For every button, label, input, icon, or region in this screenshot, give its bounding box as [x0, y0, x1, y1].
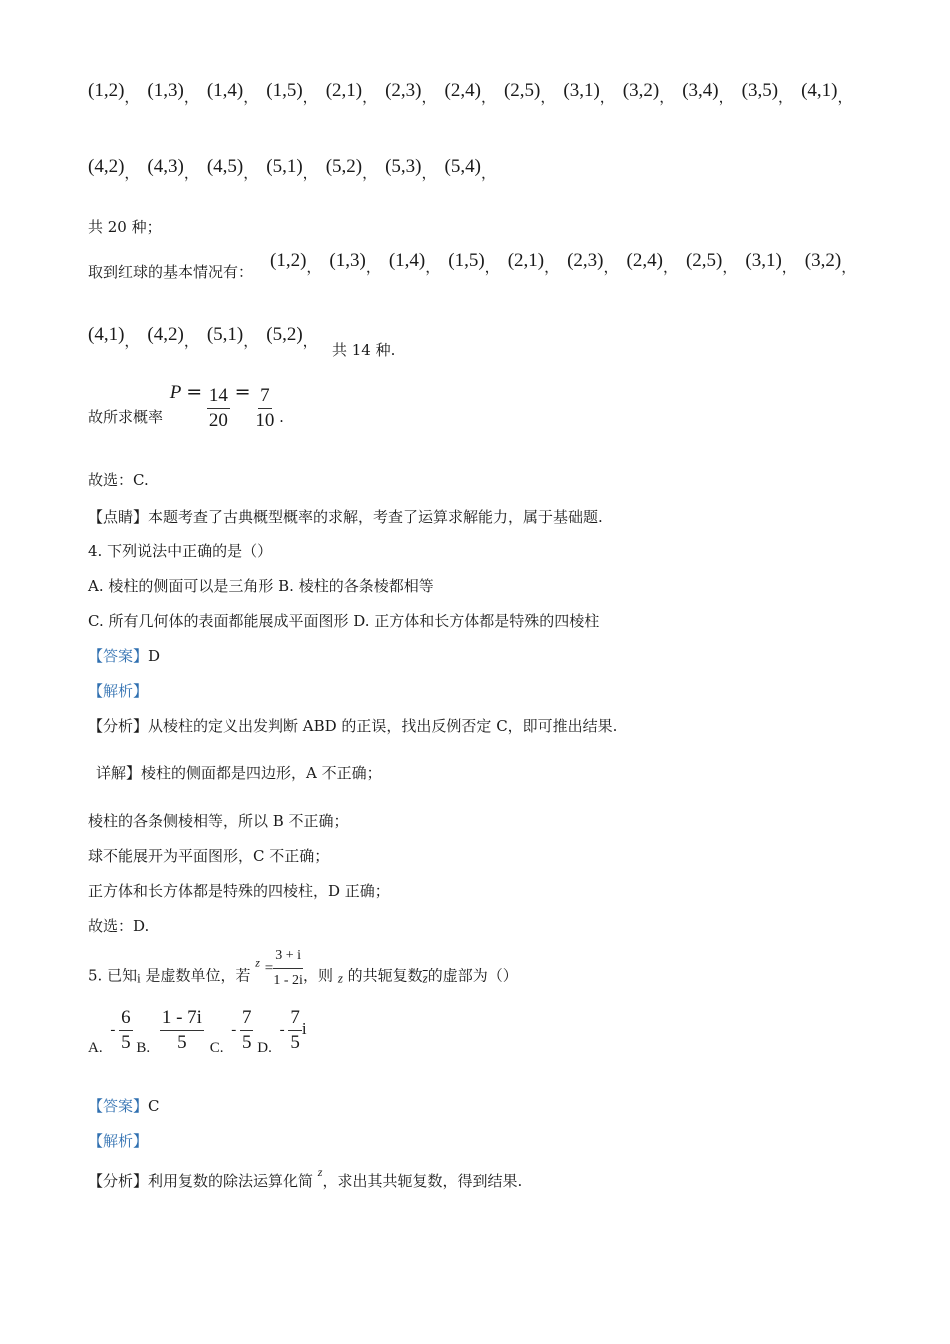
- ordered-pair: (3,2): [804, 250, 842, 271]
- q5-fenxi-z: z: [317, 1165, 323, 1179]
- pair-separator: ，: [243, 90, 259, 106]
- ordered-pair: (4,2): [147, 324, 184, 345]
- prob-fraction-1: $\frac{14}{20}$: [208, 384, 228, 431]
- ordered-pair: (2,4): [444, 80, 481, 101]
- q5-optD-sign: -: [279, 1021, 285, 1038]
- ordered-pair: (4,1): [88, 324, 125, 345]
- ordered-pair: (2,3): [385, 80, 422, 101]
- q5-optD-fraction: $\frac{7}{5}$: [290, 1007, 300, 1053]
- q5-mid: 是虚数单位，若: [145, 966, 251, 985]
- q4-detail: 详解】棱柱的侧面都是四边形，A 不正确；: [96, 764, 382, 782]
- ordered-pair: (4,3): [147, 156, 184, 177]
- pair-separator: ，: [183, 166, 199, 182]
- pair-separator: ，: [837, 90, 853, 106]
- pair-separator: ，: [421, 166, 437, 182]
- ordered-pair: (2,3): [567, 250, 604, 271]
- red-pair-row-2: [88, 324, 326, 351]
- ordered-pair: (2,1): [507, 250, 545, 271]
- ordered-pair: (5,2): [266, 324, 303, 345]
- q5-optD-label: D.: [257, 1039, 272, 1056]
- pair-separator: ，: [362, 166, 378, 182]
- prob-fraction-2: $\frac{7}{10}$: [255, 384, 275, 431]
- pair-row-1: [88, 80, 860, 107]
- q5-answer-value: C: [148, 1097, 160, 1115]
- ordered-pair: (1,4): [206, 80, 244, 101]
- q4-title: 4. 下列说法中正确的是（）: [88, 542, 273, 560]
- pair-separator: ，: [306, 260, 322, 276]
- ordered-pair: (1,4): [388, 250, 426, 271]
- probability-line: [88, 382, 284, 432]
- q5-fenxi: [88, 1162, 522, 1192]
- pair-separator: ，: [302, 166, 318, 182]
- pair-separator: ，: [603, 260, 619, 276]
- ordered-pair: (4,5): [206, 156, 244, 177]
- pair-separator: ，: [841, 260, 857, 276]
- q5-optA-label: A.: [88, 1039, 103, 1056]
- ordered-pair: (1,2): [270, 250, 307, 271]
- ordered-pair: (1,5): [266, 80, 303, 101]
- q4-answer-value: D: [148, 647, 161, 665]
- pair-separator: ，: [302, 90, 318, 106]
- q5-optC-fraction: $\frac{7}{5}$: [241, 1007, 252, 1053]
- prob-eq-2: =: [234, 381, 251, 403]
- pair-separator: ，: [124, 90, 140, 106]
- q4-answer: [88, 646, 160, 666]
- q5-optD-suffix: i: [301, 1018, 307, 1038]
- q5-zbar: $\overline{z}$: [422, 970, 428, 986]
- ordered-pair: (3,2): [622, 80, 660, 101]
- ordered-pair: (1,5): [448, 250, 485, 271]
- q4-fenxi: 【分析】从棱柱的定义出发判断 ABD 的正误，找出反例否定 C，即可推出结果.: [88, 717, 618, 735]
- q5-fenxi-post: ，求出其共轭复数，得到结果.: [322, 1172, 523, 1190]
- ordered-pair: (3,5): [741, 80, 779, 101]
- q3-comment: 【点睛】本题考查了古典概型概率的求解，考查了运算求解能力，属于基础题.: [88, 508, 603, 526]
- ordered-pair: (4,2): [88, 156, 125, 177]
- pair-separator: ，: [544, 260, 560, 276]
- pair-separator: ，: [662, 260, 678, 276]
- q4-line-1: 棱柱的各条侧棱相等，所以 B 不正确；: [88, 812, 349, 830]
- pair-separator: ，: [183, 334, 199, 350]
- q5-fenxi-pre: 【分析】利用复数的除法运算化简: [88, 1172, 314, 1190]
- ordered-pair: (1,3): [329, 250, 366, 271]
- pair-separator: ，: [722, 260, 738, 276]
- red-pair-row-1: [270, 250, 864, 277]
- pair-separator: ，: [243, 334, 259, 350]
- q4-options-cd: C. 所有几何体的表面都能展成平面图形 D. 正方体和长方体都是特殊的四棱柱: [88, 612, 600, 630]
- q5-options: [88, 1008, 307, 1062]
- pair-separator: ，: [365, 260, 381, 276]
- pair-separator: ，: [718, 90, 734, 106]
- q5-conj-text: 的共轭复数: [347, 966, 423, 985]
- pair-separator: ，: [599, 90, 615, 106]
- prob-label: 故所求概率: [88, 408, 164, 426]
- pair-separator: ，: [778, 90, 794, 106]
- red-count-text: 共 14 种.: [332, 341, 396, 359]
- pair-separator: ，: [540, 90, 556, 106]
- q5-optB-label: B.: [136, 1039, 151, 1056]
- q5-i-symbol: i: [137, 970, 141, 986]
- pair-separator: ，: [659, 90, 675, 106]
- q5-answer: [88, 1096, 160, 1116]
- ordered-pair: (5,1): [266, 156, 303, 177]
- q4-line-4: 故选：D.: [88, 917, 150, 935]
- q5-eq: =: [264, 960, 274, 977]
- q4-line-3: 正方体和长方体都是特殊的四棱柱，D 正确；: [88, 882, 390, 900]
- q5-optC-label: C.: [209, 1039, 224, 1056]
- ordered-pair: (5,3): [385, 156, 422, 177]
- ordered-pair: (5,4): [444, 156, 481, 177]
- q3-choice: 故选：C.: [88, 471, 149, 489]
- pair-separator: ，: [362, 90, 378, 106]
- q5-optB-fraction: $\frac{1 - 7i}{5}$: [161, 1007, 202, 1053]
- pair-row-2: [88, 156, 504, 183]
- q5-optA-fraction: $\frac{6}{5}$: [121, 1007, 131, 1053]
- q5-z-symbol: z: [255, 955, 260, 970]
- red-label: 取到红球的基本情况有：: [88, 263, 254, 281]
- q4-line-2: 球不能展开为平面图形，C 不正确；: [88, 847, 330, 865]
- pair-separator: ，: [425, 260, 441, 276]
- pair-separator: ，: [124, 334, 140, 350]
- ordered-pair: (3,1): [745, 250, 782, 271]
- q5-optC-sign: -: [231, 1021, 237, 1038]
- q5-z-symbol-2: z: [337, 970, 343, 986]
- pair-separator: ，: [243, 166, 259, 182]
- q5-tail: 的虚部为（）: [427, 966, 518, 985]
- q5-optA-sign: -: [110, 1021, 116, 1038]
- ordered-pair: (2,1): [325, 80, 363, 101]
- ordered-pair: (5,2): [325, 156, 363, 177]
- q4-analysis-tag: 【解析】: [88, 682, 149, 700]
- pair-separator: ，: [421, 90, 437, 106]
- q5-pre: 5. 已知: [88, 966, 138, 985]
- pair-separator: ，: [781, 260, 797, 276]
- prob-var: P: [169, 382, 182, 403]
- prob-eq-1: =: [186, 381, 203, 403]
- ordered-pair: (1,2): [88, 80, 125, 101]
- prob-end: .: [279, 408, 284, 426]
- pair-separator: ，: [480, 166, 496, 182]
- ordered-pair: (3,4): [682, 80, 719, 101]
- ordered-pair: (4,1): [801, 80, 838, 101]
- q4-options-ab: A. 棱柱的侧面可以是三角形 B. 棱柱的各条棱都相等: [88, 577, 434, 595]
- ordered-pair: (1,3): [147, 80, 184, 101]
- pair-separator: ，: [183, 90, 199, 106]
- q5-analysis-tag: 【解析】: [88, 1132, 149, 1150]
- ordered-pair: (3,1): [563, 80, 600, 101]
- pair-separator: ，: [124, 166, 140, 182]
- q5-after: ，则: [303, 966, 334, 985]
- q5-answer-tag: 【答案】: [88, 1097, 149, 1115]
- ordered-pair: (2,5): [685, 250, 723, 271]
- pair-separator: ，: [480, 90, 496, 106]
- pair-separator: ，: [484, 260, 500, 276]
- total-count-text: 共 20 种；: [88, 218, 162, 236]
- ordered-pair: (5,1): [206, 324, 244, 345]
- ordered-pair: (2,5): [503, 80, 541, 101]
- q5-title: [88, 946, 518, 990]
- ordered-pair: (2,4): [626, 250, 663, 271]
- q4-answer-tag: 【答案】: [88, 647, 149, 665]
- q5-fraction: $\frac{3 + i}{1 - 2i}$: [273, 948, 303, 988]
- pair-separator: ，: [302, 334, 318, 350]
